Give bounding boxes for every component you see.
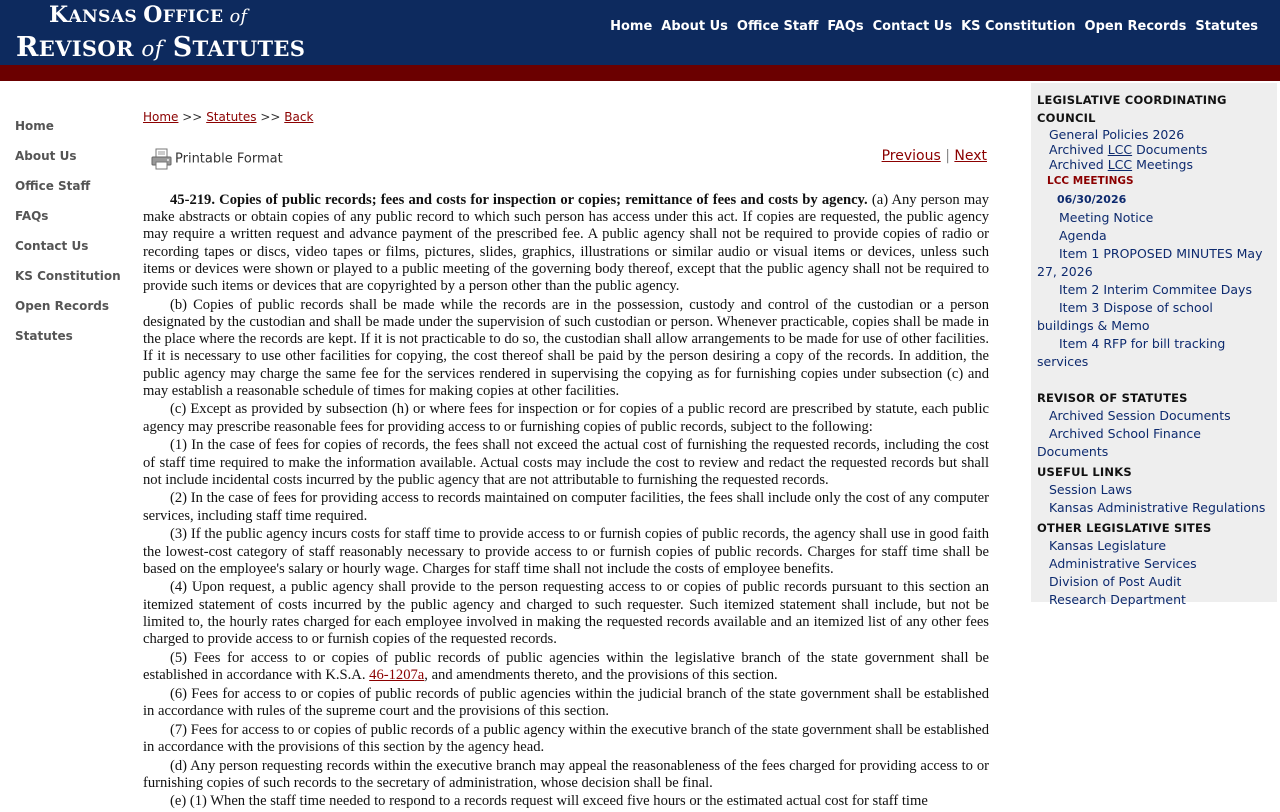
statute-paragraph-e: (e) (1) When the staff time needed to respond to a records request will exceed five hours or the estimated actual cost for staff time: [170, 793, 928, 810]
statute-paragraph-c2: (2) In the case of fees for providing access to records maintained on computer facilities, the fees shall include only the cost of any computer services, including staff time required.: [143, 490, 989, 524]
previous-link[interactable]: Previous: [881, 148, 941, 164]
statute-paragraph-d: (d) Any person requesting records within the executive branch may appeal the reasonableness of the fees charged for providing access to or furnishing copies of such records to the secretary of administration, whose decision shall be final.: [143, 757, 989, 791]
leftnav-contact-us[interactable]: Contact Us: [15, 239, 89, 253]
topnav-office-staff[interactable]: Office Staff: [736, 19, 819, 34]
agenda-link[interactable]: Agenda: [1059, 228, 1107, 243]
topnav-open-records[interactable]: Open Records: [1084, 19, 1187, 34]
item-3-link[interactable]: Item 3 Dispose of school buildings & Memo: [1037, 300, 1213, 333]
statute-paragraph-c1: (1) In the case of fees for copies of records, the fees shall not exceed the actual cost of furnishing the requested records, including the cost of staff time required to make the information available. Actual costs may include the cost to review and redact the requested records but shall not include incidental costs incurred by the public agency that are not attributable to furnishing the requested records.: [143, 437, 989, 488]
kansas-admin-regulations-link[interactable]: Kansas Administrative Regulations: [1049, 500, 1266, 515]
administrative-services-link[interactable]: Administrative Services: [1049, 556, 1197, 571]
meeting-date: 06/30/2026: [1057, 193, 1127, 206]
archived-school-finance-link[interactable]: Archived School Finance Documents: [1037, 426, 1201, 459]
breadcrumb: [143, 110, 989, 130]
left-navigation: [15, 118, 130, 358]
topnav-contact-us[interactable]: Contact Us: [872, 19, 953, 34]
general-policies-link[interactable]: General Policies 2026: [1049, 127, 1185, 142]
topnav-faqs[interactable]: FAQs: [827, 19, 864, 34]
leftnav-about-us[interactable]: About Us: [15, 149, 77, 163]
header-accent-band: [0, 65, 1280, 81]
breadcrumb-separator: >>: [178, 110, 207, 124]
post-audit-link[interactable]: Division of Post Audit: [1049, 574, 1182, 589]
statute-paragraph-c4: (4) Upon request, a public agency shall provide to the person requesting access to or copies of public records pursuant to this section an itemized statement of costs incurred by the public agency and charged to such requester. Such itemized statement shall include, but not be limited to, the hourly rates charged for each employee involved in making the requested records available and an itemized list of any other fees charged to provide access to or furnish copies of the requested records.: [143, 579, 989, 648]
archived-lcc-documents-link[interactable]: Archived LCC Documents: [1049, 142, 1208, 157]
revisor-heading: REVISOR OF STATUTES: [1037, 391, 1188, 405]
statute-heading: 45-219. Copies of public records; fees and costs for inspection or copies; remittance of fees and costs by agency.: [170, 192, 868, 208]
useful-links-heading: USEFUL LINKS: [1037, 465, 1132, 479]
main-content: [143, 110, 989, 812]
logo-line-1: KANSAS OFFICE of: [49, 2, 248, 28]
leftnav-ks-constitution[interactable]: KS Constitution: [15, 269, 121, 283]
archived-session-documents-link[interactable]: Archived Session Documents: [1049, 408, 1231, 423]
statute-link-46-1207a[interactable]: 46-1207a: [369, 666, 425, 683]
topnav-statutes[interactable]: Statutes: [1195, 19, 1258, 34]
meeting-notice-link[interactable]: Meeting Notice: [1059, 210, 1154, 225]
printable-format-button[interactable]: [151, 148, 283, 170]
tool-row: [143, 144, 989, 192]
leftnav-statutes[interactable]: Statutes: [15, 329, 73, 343]
statute-paragraph-b: (b) Copies of public records shall be made while the records are in the possession, custody and control of the custodian or a person designated by the custodian and shall be made under the supervision of such custodian or person. Whenever practicable, copies shall be made in the place where the records are kept. If it is not practicable to do so, the custodian shall allow arrangements to be made for use of other facilities. If it is necessary to use other facilities for copying, the cost thereof shall be paid by the person desiring a copy of the records. In addition, the public agency may charge the same fee for the services rendered in supervising the copying as for furnishing copies under subsection (c) and may establish a reasonable schedule of times for making copies at other facilities.: [143, 296, 989, 399]
leftnav-open-records[interactable]: Open Records: [15, 299, 110, 313]
leftnav-office-staff[interactable]: Office Staff: [15, 179, 91, 193]
breadcrumb-statutes[interactable]: Statutes: [206, 110, 257, 124]
topnav-about-us[interactable]: About Us: [661, 19, 728, 34]
item-2-link[interactable]: Item 2 Interim Commitee Days: [1059, 282, 1252, 297]
topnav-home[interactable]: Home: [610, 19, 653, 34]
printer-icon: [151, 148, 173, 170]
top-navigation: [601, 15, 1258, 34]
lcc-heading: LEGISLATIVE COORDINATING COUNCIL: [1037, 93, 1227, 125]
other-sites-heading: OTHER LEGISLATIVE SITES: [1037, 521, 1212, 535]
session-laws-link[interactable]: Session Laws: [1049, 482, 1133, 497]
breadcrumb-home[interactable]: Home: [143, 110, 179, 124]
prev-next-nav: [882, 148, 987, 164]
right-sidebar: [1031, 83, 1277, 607]
breadcrumb-back[interactable]: Back: [284, 110, 314, 124]
statute-paragraph-c5: (5) Fees for access to or copies of public records of public agencies within the legislative branch of the state government shall be established in accordance with K.S.A. 46-1207a, and amendments thereto, and the provisions of this section.: [143, 649, 989, 683]
next-link[interactable]: Next: [954, 148, 987, 164]
lcc-meetings-label: LCC MEETINGS: [1047, 175, 1134, 187]
printable-format-label: Printable Format: [175, 151, 283, 167]
statute-paragraph-c3: (3) If the public agency incurs costs for staff time to provide access to or furnish copies of public records, the agency shall use in good faith the lowest-cost category of staff reasonably necessary to provide access to or furnish copies of public records. Charges for staff time shall be based on the employee's salary or hourly wage. Charges for staff time shall not include the costs of employee benefits.: [143, 526, 989, 577]
item-1-link[interactable]: Item 1 PROPOSED MINUTES May 27, 2026: [1037, 246, 1263, 279]
site-header: [0, 0, 1280, 65]
archived-lcc-meetings-link[interactable]: Archived LCC Meetings: [1049, 157, 1193, 172]
research-department-link[interactable]: Research Department: [1049, 592, 1186, 607]
breadcrumb-separator: >>: [256, 110, 285, 124]
statute-text: [143, 192, 989, 811]
kansas-legislature-link[interactable]: Kansas Legislature: [1049, 538, 1167, 553]
leftnav-home[interactable]: Home: [15, 119, 54, 133]
statute-paragraph-a: 45-219. Copies of public records; fees and costs for inspection or copies; remittance of fees and costs by agency. (a) Any person may make abstracts or obtain copies of any public record to which such person has access under this act. If copies are requested, the public agency may require a written request and advance payment of the prescribed fee. A public agency shall not be required to provide copies of radio or recording tapes or discs, video tapes or films, pictures, slides, graphics, illustrations or similar audio or visual items or devices, unless such items or devices were shown or played to a public meeting of the governing body thereof, except that the public agency shall not be required to provide such items or devices that are copyrighted by a person other than the public agency.: [143, 192, 989, 295]
statute-paragraph-c6: (6) Fees for access to or copies of public records of public agencies within the judicial branch of the state government shall be established in accordance with rules of the supreme court and the provisions of this section.: [143, 685, 989, 719]
item-4-link[interactable]: Item 4 RFP for bill tracking services: [1037, 336, 1226, 369]
statute-paragraph-c7: (7) Fees for access to or copies of public records of a public agency within the executive branch of the state government shall be established in accordance with the provisions of this section by the agency head.: [143, 721, 989, 755]
statute-paragraph-c: (c) Except as provided by subsection (h) or where fees for inspection or for copies of a public record are prescribed by statute, each public agency may prescribe reasonable fees for providing access to or furnishing copies of public records, subject to the following:: [143, 401, 989, 435]
prev-next-separator: |: [940, 148, 955, 164]
leftnav-faqs[interactable]: FAQs: [15, 209, 49, 223]
logo-line-2: REVISOR of STATUTES: [16, 32, 306, 63]
topnav-ks-constitution[interactable]: KS Constitution: [961, 19, 1076, 34]
